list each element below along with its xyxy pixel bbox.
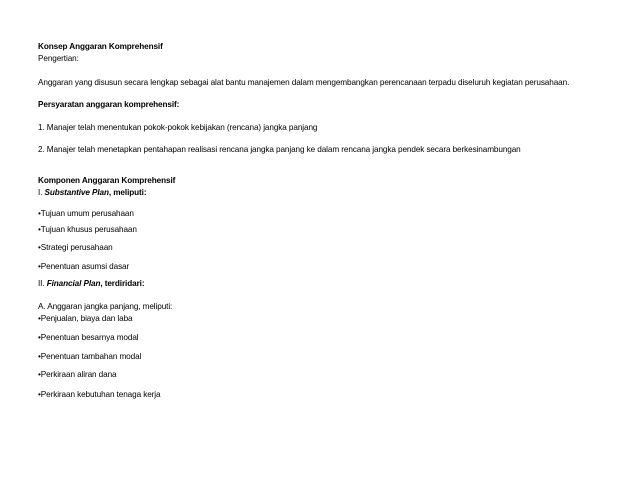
pengertian-label: Pengertian: bbox=[38, 54, 79, 63]
substantive-item-3: •Strategi perusahaan bbox=[38, 243, 113, 252]
substantive-item-1: •Tujuan umum perusahaan bbox=[38, 209, 134, 218]
substantive-term: Substantive Plan bbox=[44, 188, 109, 197]
financial-item-2: •Penentuan besarnya modal bbox=[38, 333, 139, 342]
financial-suffix: , terdiridari: bbox=[100, 279, 145, 288]
substantive-heading bbox=[38, 187, 608, 198]
financial-item-3: •Penentuan tambahan modal bbox=[38, 352, 142, 361]
document-title: Konsep Anggaran Komprehensif bbox=[38, 42, 163, 51]
substantive-suffix: , meliputi: bbox=[108, 188, 147, 197]
substantive-item-4: •Penentuan asumsi dasar bbox=[38, 262, 130, 271]
financial-subheading: A. Anggaran jangka panjang, meliputi: bbox=[38, 302, 173, 311]
komponen-heading: Komponen Anggaran Komprehensif bbox=[38, 176, 176, 185]
financial-item-5: •Perkiraan kebutuhan tenaga kerja bbox=[38, 390, 161, 399]
substantive-prefix: I. bbox=[38, 188, 45, 197]
financial-prefix: II. bbox=[38, 279, 47, 288]
persyaratan-item-2: 2. Manajer telah menetapkan pentahapan realisasi rencana jangka panjang ke dalam rencana jangka pendek secara berkesinambungan bbox=[38, 145, 521, 154]
persyaratan-heading: Persyaratan anggaran komprehensif: bbox=[38, 100, 180, 109]
financial-heading bbox=[38, 278, 608, 289]
financial-item-4: •Perkiraan aliran dana bbox=[38, 370, 117, 379]
pengertian-text: Anggaran yang disusun secara lengkap sebagai alat bantu manajemen dalam mengembangkan perencanaan terpadu diseluruh kegiatan perusahaan. bbox=[38, 78, 570, 87]
financial-term: Financial Plan bbox=[46, 279, 101, 288]
financial-item-1: •Penjualan, biaya dan laba bbox=[38, 314, 133, 323]
substantive-item-2: •Tujuan khusus perusahaan bbox=[38, 225, 137, 234]
persyaratan-item-1: 1. Manajer telah menentukan pokok-pokok kebijakan (rencana) jangka panjang bbox=[38, 123, 318, 132]
